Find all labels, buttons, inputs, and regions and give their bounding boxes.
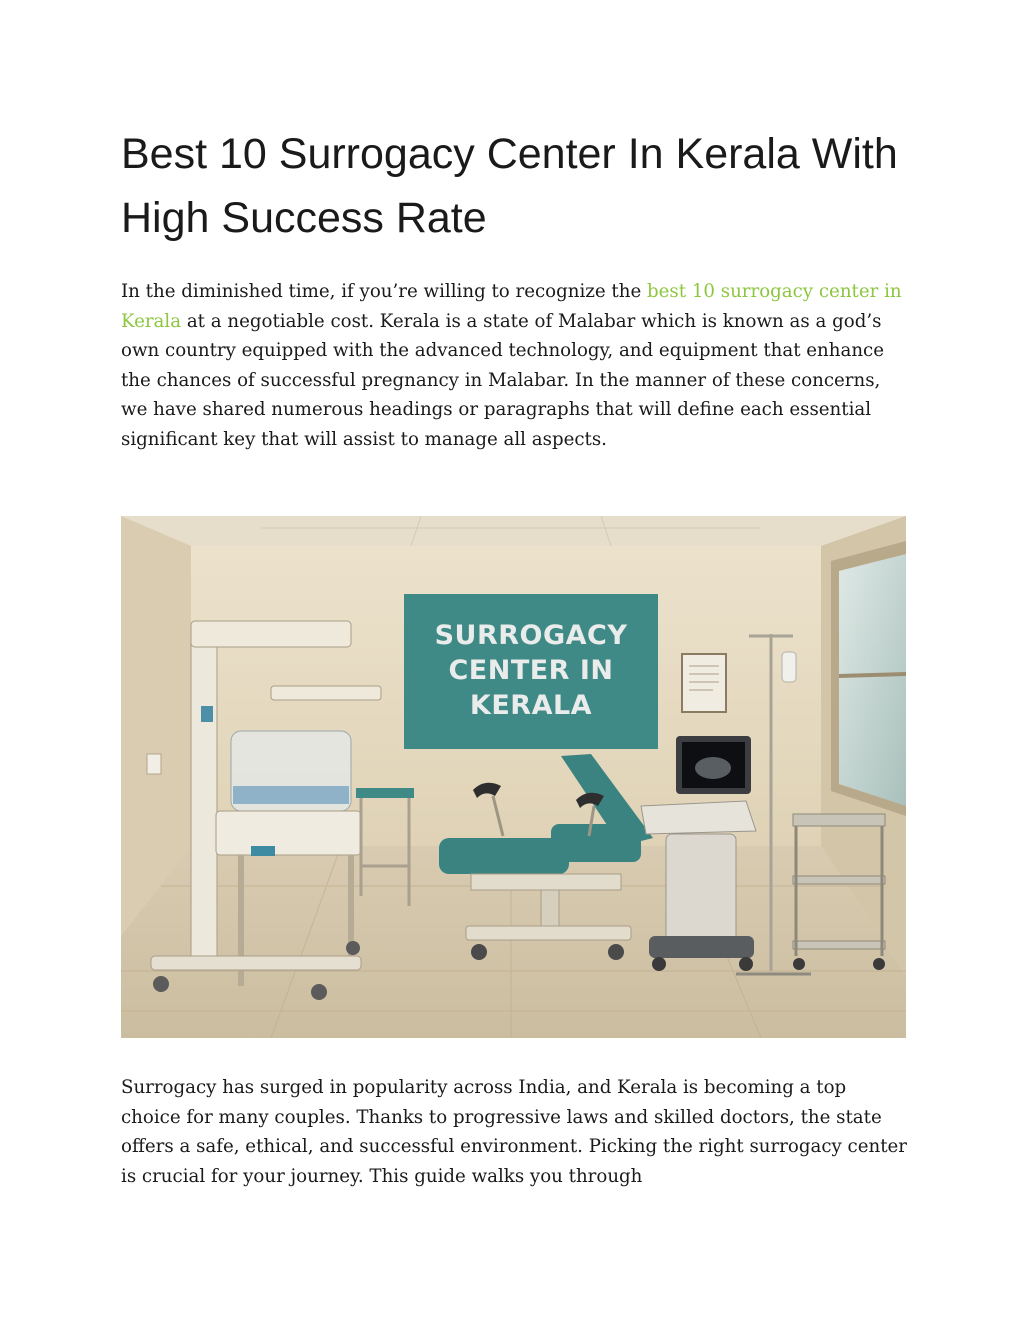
clinic-room-illustration (121, 516, 906, 1038)
sign-line-1: SURROGACY (434, 620, 628, 651)
sign-line-2: CENTER IN (448, 655, 614, 686)
intro-paragraph (121, 277, 911, 454)
sign-line-3: KERALA (469, 690, 593, 721)
surrogacy-center-link[interactable]: best 10 surrogacy center in Kerala (121, 281, 902, 332)
page-title: Best 10 Surrogacy Center In Kerala With High Success Rate (121, 130, 898, 242)
body-paragraph: Surrogacy has surged in popularity across India, and Kerala is becoming a top choice for many couples. Thanks to progressive laws and skilled doctors, the state offers a safe, ethical, and successful environment. Picking the right surrogacy center is crucial for your journey. This guide walks you through (121, 1077, 907, 1187)
clinic-room-image (121, 516, 906, 1038)
intro-text-before-link: In the diminished time, if you’re willing to recognize the (121, 281, 647, 302)
intro-text-after-link: at a negotiable cost. Kerala is a state of Malabar which is known as a god’s own country equipped with the advanced technology, and equipment that enhance the chances of successful pregnancy in Malabar. In the manner of these concerns, we have shared numerous headings or paragraphs that will define each essential significant key that will assist to manage all aspects. (121, 310, 884, 450)
